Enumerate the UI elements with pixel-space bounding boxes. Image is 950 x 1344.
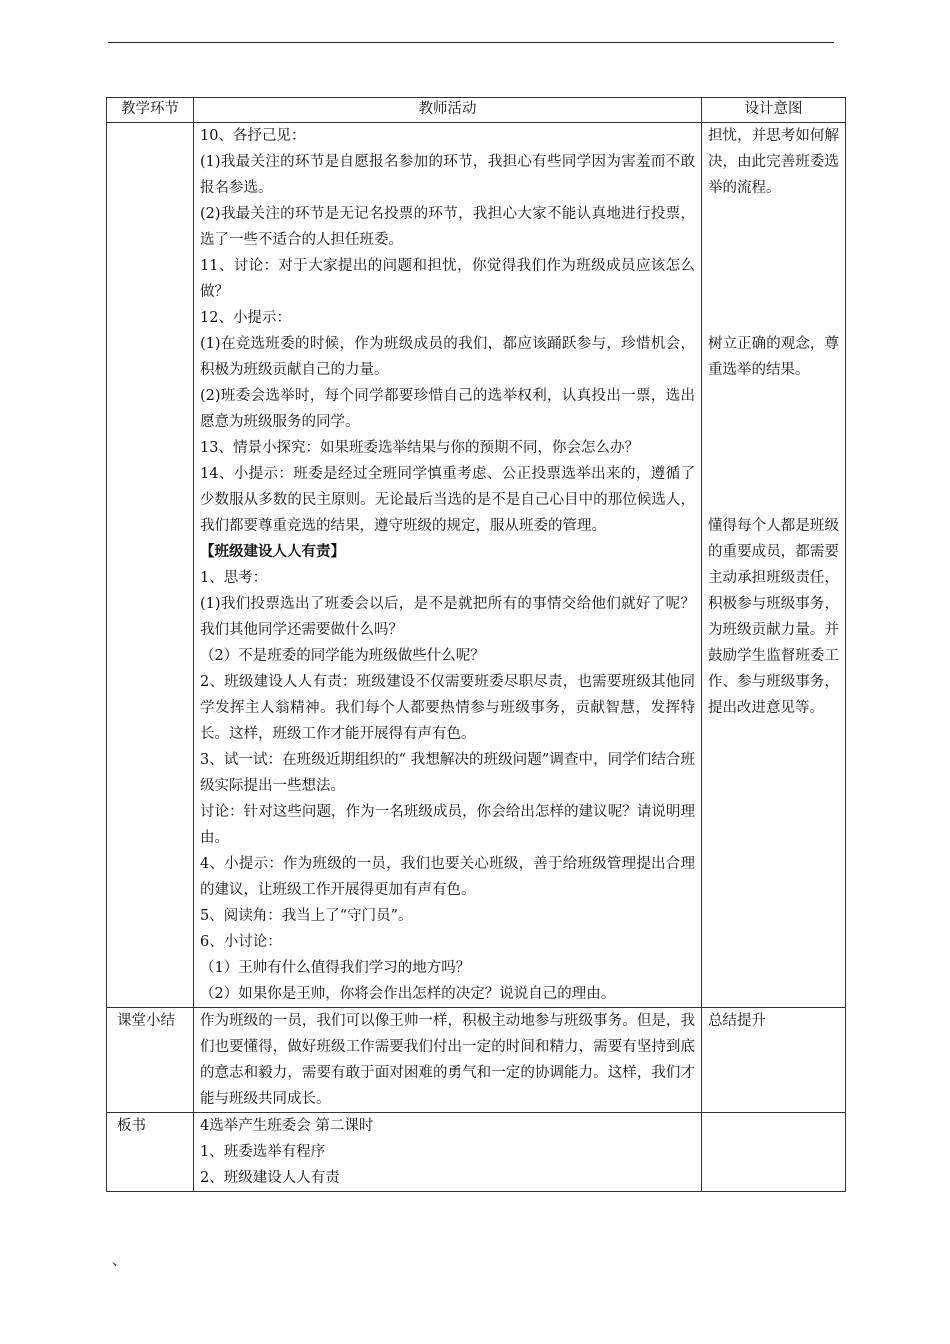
activities-cell	[194, 1113, 702, 1192]
activity-line: 13、情景小探究：如果班委选举结果与你的预期不同，你会怎么办？	[200, 440, 639, 456]
activity-line: 1、思考：	[200, 570, 268, 586]
table-row	[107, 1008, 846, 1113]
activity-line: (1)我最关注的环节是自愿报名参加的环节，我担心有些同学因为害羞而不敢报名参选。	[200, 154, 695, 196]
stage-cell: 课堂小结	[107, 1008, 194, 1113]
activities-cell	[194, 1008, 702, 1113]
intent-text: 懂得每个人都是班级的重要成员，都需要主动承担班级责任，积极参与班级事务，为班级贡献力量。并鼓励学生监督班委工作、参与班级事务，提出改进意见等。	[708, 518, 839, 716]
header-intent: 设计意图	[702, 98, 846, 123]
activity-line: 12、小提示：	[200, 310, 291, 326]
activity-line: 4选举产生班委会 第二课时	[200, 1118, 374, 1134]
activity-line: 1、班委选举有程序	[200, 1144, 326, 1160]
activity-line: （2）不是班委的同学能为班级做些什么呢？	[200, 648, 485, 664]
activity-line: 2、班级建设人人有责	[200, 1170, 340, 1186]
footer-mark: 、	[112, 1253, 126, 1269]
stage-cell: 板书	[107, 1113, 194, 1192]
intent-text: 总结提升	[708, 1013, 766, 1029]
section-heading: 【班级建设人人有责】	[200, 543, 345, 560]
activity-line: (1)在竞选班委的时候，作为班级成员的我们，都应该踊跃参与，珍惜机会，积极为班级贡献自己的力量。	[200, 336, 695, 378]
activity-line: (1)我们投票选出了班委会以后，是不是就把所有的事情交给他们就好了呢？我们其他同学还需要做什么吗？	[200, 596, 695, 638]
activity-line: 4、小提示：作为班级的一员，我们也要关心班级，善于给班级管理提出合理的建议，让班级工作开展得更加有声有色。	[200, 856, 695, 898]
table-row	[107, 123, 846, 1008]
intent-cell	[702, 123, 846, 1008]
activity-line: (2)班委会选举时，每个同学都要珍惜自己的选举权利，认真投出一票，选出愿意为班级服务的同学。	[200, 388, 695, 430]
header-activities: 教师活动	[194, 98, 702, 123]
activity-line: 2、班级建设人人有责：班级建设不仅需要班委尽职尽责，也需要班级其他同学发挥主人翁精神。我们每个人都要热情参与班级事务，贡献智慧，发挥特长。这样，班级工作才能开展得有声有色。	[200, 674, 695, 742]
table-row	[107, 1113, 846, 1192]
activity-line: （2）如果你是王帅，你将会作出怎样的决定？说说自己的理由。	[200, 986, 616, 1002]
header-rule	[108, 42, 834, 43]
activity-line: 14、小提示：班委是经过全班同学慎重考虑、公正投票选举出来的，遵循了少数服从多数的民主原则。无论最后当选的是不是自己心目中的那位候选人，我们都要尊重竞选的结果，遵守班级的规定，服从班委的管理。	[200, 466, 695, 534]
intent-text: 树立正确的观念，尊重选举的结果。	[708, 336, 839, 378]
activity-line: 11、讨论：对于大家提出的问题和担忧，你觉得我们作为班级成员应该怎么做？	[200, 258, 695, 300]
table-header-row	[107, 98, 846, 123]
activity-line: 10、各抒己见：	[200, 128, 306, 144]
stage-cell	[107, 123, 194, 1008]
lesson-plan-table	[106, 97, 846, 1192]
activity-line: (2)我最关注的环节是无记名投票的环节，我担心大家不能认真地进行投票，选了一些不适合的人担任班委。	[200, 206, 695, 248]
intent-cell	[702, 1008, 846, 1113]
activity-line: 作为班级的一员，我们可以像王帅一样，积极主动地参与班级事务。但是，我们也要懂得，做好班级工作需要我们付出一定的时间和精力，需要有坚持到底的意志和毅力，需要有敢于面对困难的勇气和一定的协调能力。这样，我们才能与班级共同成长。	[200, 1013, 695, 1107]
activity-line: 讨论：针对这些问题，作为一名班级成员，你会给出怎样的建议呢？请说明理由。	[200, 804, 695, 846]
activities-cell	[194, 123, 702, 1008]
header-stage: 教学环节	[107, 98, 194, 123]
activity-line: 6、小讨论：	[200, 934, 282, 950]
activity-line: 3、试一试：在班级近期组织的“ 我想解决的班级问题”调查中，同学们结合班级实际提出一些想法。	[200, 752, 695, 794]
activity-line: （1）王帅有什么值得我们学习的地方吗？	[200, 960, 471, 976]
intent-text: 担忧，并思考如何解决，由此完善班委选举的流程。	[708, 128, 839, 196]
activity-line: 5、阅读角：我当上了“守门员”。	[200, 908, 413, 924]
intent-cell	[702, 1113, 846, 1192]
